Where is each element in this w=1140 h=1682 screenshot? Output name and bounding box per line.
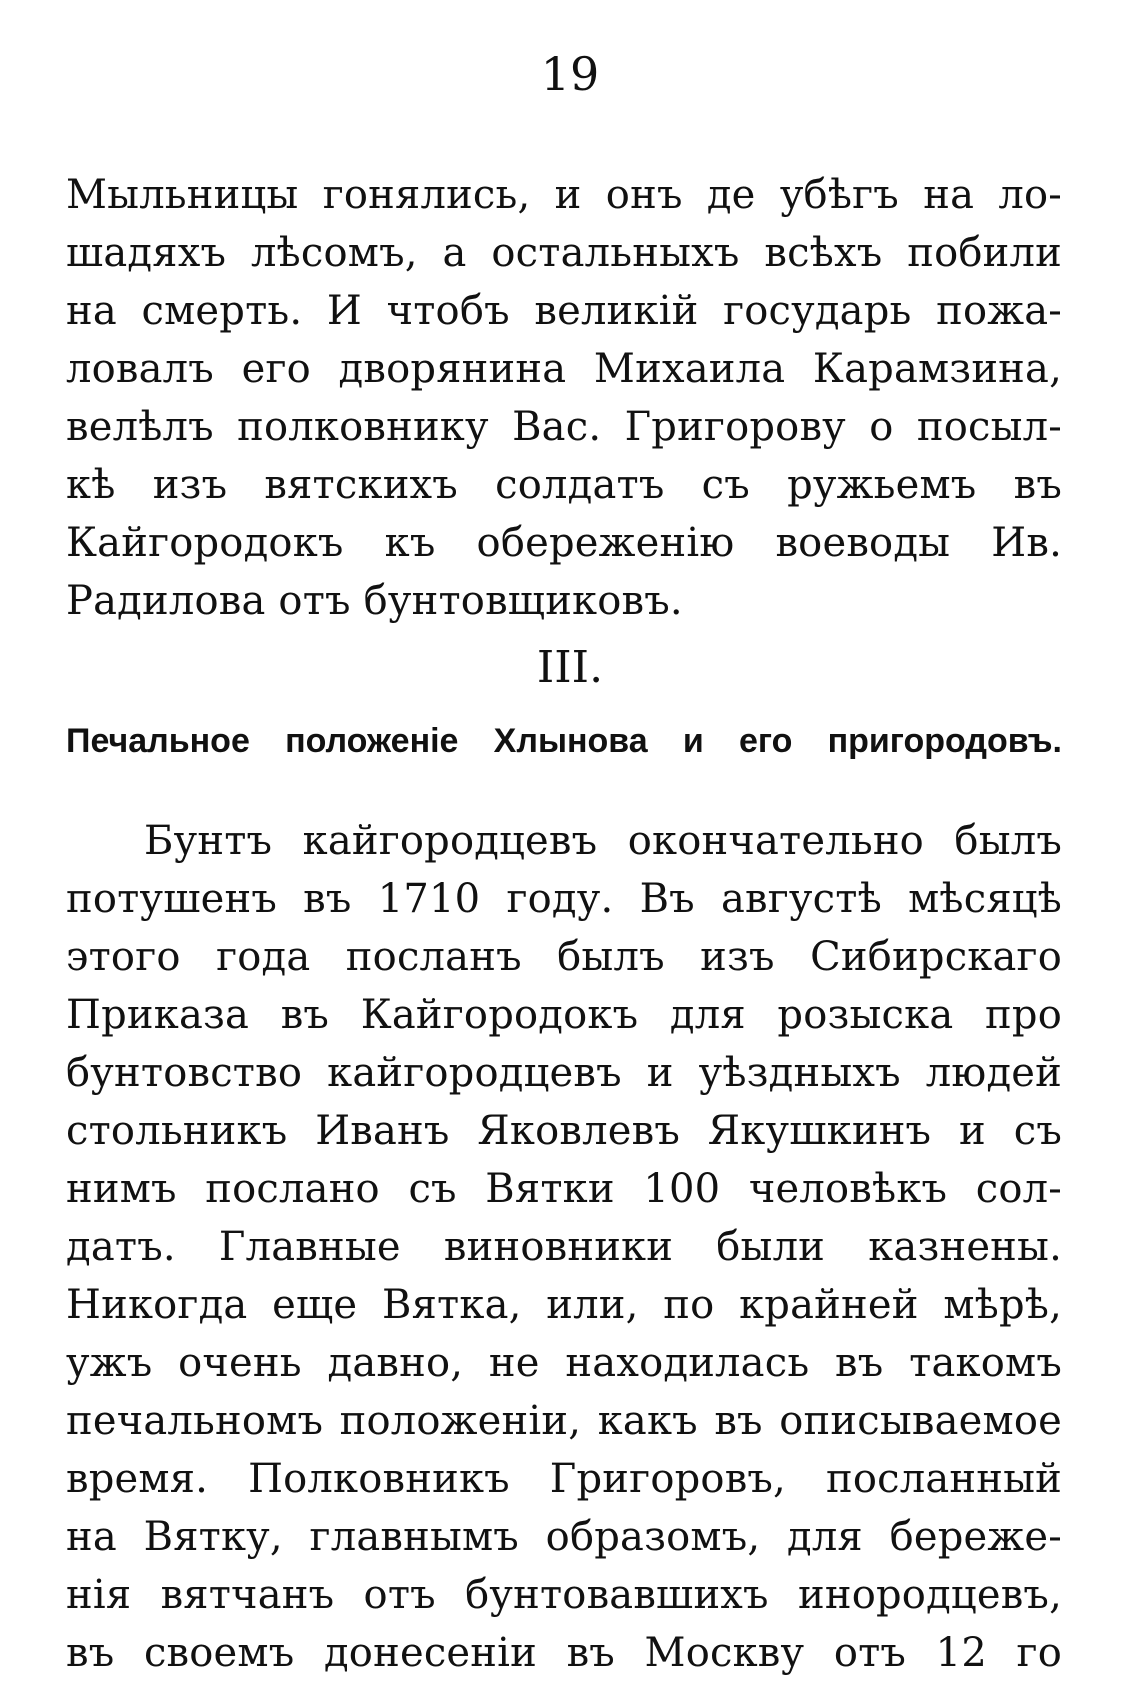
text-line: датъ. Главные виновники были казнены. (66, 1224, 1062, 1270)
text-line: кѣ изъ вятскихъ солдатъ съ ружьемъ въ (66, 462, 1062, 508)
text-line: Радилова отъ бунтовщиковъ. (66, 578, 683, 624)
text-line: велѣлъ полковнику Вас. Григорову о посыл- (66, 404, 1062, 450)
text-line: ловалъ его дворянина Михаила Карамзина, (66, 346, 1062, 392)
text-line: нія вятчанъ отъ бунтовавшихъ инородцевъ, (66, 1572, 1062, 1618)
paragraph-continued (66, 166, 1062, 630)
text-line: въ своемъ донесеніи въ Москву отъ 12 го (66, 1630, 1062, 1676)
text-line: время. Полковникъ Григоровъ, посланный (66, 1456, 1062, 1502)
paragraph-body (66, 812, 1062, 1682)
text-line: Кайгородокъ къ обереженію воеводы Ив. (66, 520, 1062, 566)
page-number: 19 (540, 47, 600, 101)
section-number: III. (536, 642, 604, 693)
text-line: шадяхъ лѣсомъ, а остальныхъ всѣхъ побили (66, 230, 1062, 276)
text-line: на смерть. И чтобъ великій государь пожа- (66, 288, 1062, 334)
text-line: этого года посланъ былъ изъ Сибирскаго (66, 934, 1062, 980)
text-line: на Вятку, главнымъ образомъ, для береже- (66, 1514, 1062, 1560)
text-line: стольникъ Иванъ Яковлевъ Якушкинъ и съ (66, 1108, 1062, 1154)
text-line: ужъ очень давно, не находилась въ такомъ (66, 1340, 1062, 1386)
text-line: Бунтъ кайгородцевъ окончательно былъ (144, 818, 1062, 864)
text-line: Приказа въ Кайгородокъ для розыска про (66, 992, 1062, 1038)
text-line: бунтовство кайгородцевъ и уѣздныхъ людей (66, 1050, 1062, 1096)
section-heading: Печальное положеніе Хлынова и его пригородовъ. (66, 722, 1062, 760)
text-line: нимъ послано съ Вятки 100 человѣкъ сол- (66, 1166, 1062, 1212)
text-line: печальномъ положеніи, какъ въ описываемое (66, 1398, 1062, 1444)
text-line: Мыльницы гонялись, и онъ де убѣгъ на ло- (66, 172, 1062, 218)
text-line: Никогда еще Вятка, или, по крайней мѣрѣ, (66, 1282, 1062, 1328)
text-line: потушенъ въ 1710 году. Въ августѣ мѣсяцѣ (66, 876, 1062, 922)
